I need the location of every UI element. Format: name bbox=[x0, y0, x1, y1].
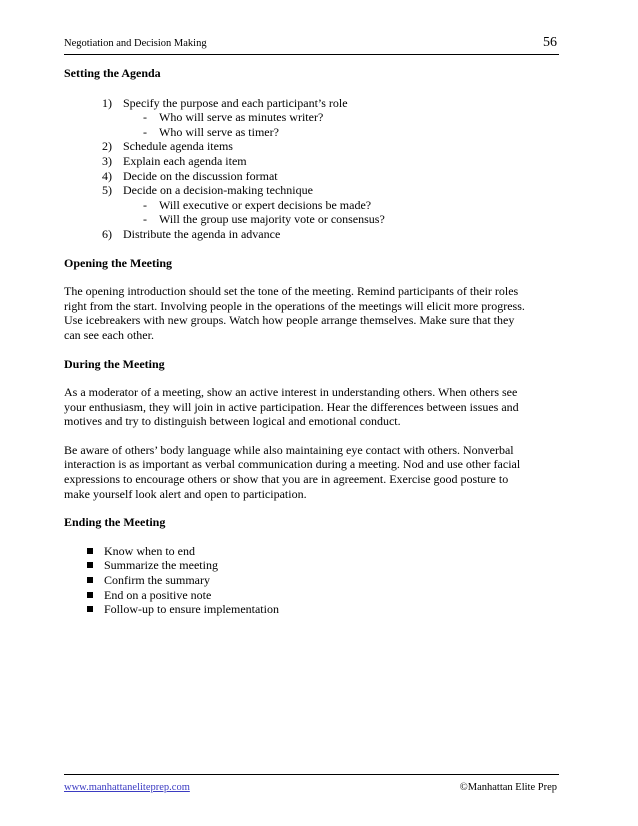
during-paragraph-1 bbox=[64, 385, 564, 429]
agenda-subitem-text: Will executive or expert decisions be made? bbox=[159, 197, 372, 212]
square-bullet-icon bbox=[87, 606, 93, 612]
agenda-item bbox=[64, 183, 564, 227]
agenda-item-text: Schedule agenda items bbox=[123, 139, 233, 154]
square-bullet-icon bbox=[87, 592, 93, 598]
text-line: right from the start. Involving people in the operations of the meetings will elicit more progress. bbox=[64, 298, 525, 313]
agenda-item bbox=[64, 154, 564, 169]
dash-marker: - bbox=[143, 124, 147, 139]
section-heading-ending: Ending the Meeting bbox=[64, 515, 166, 530]
text-line: expressions to encourage others or show that you are in agreement. Exercise good posture to bbox=[64, 472, 509, 487]
agenda-item-text: Distribute the agenda in advance bbox=[123, 226, 281, 241]
agenda-item bbox=[64, 169, 564, 184]
agenda-item-number: 4) bbox=[102, 168, 112, 183]
agenda-subitem-text: Who will serve as minutes writer? bbox=[159, 110, 324, 125]
page-number: 56 bbox=[543, 35, 557, 50]
ending-item bbox=[64, 602, 564, 617]
agenda-list bbox=[64, 96, 564, 242]
ending-item bbox=[64, 573, 564, 588]
page-footer bbox=[64, 774, 559, 793]
ending-item-text: Confirm the summary bbox=[104, 573, 210, 588]
agenda-item-number: 2) bbox=[102, 139, 112, 154]
agenda-subitem bbox=[64, 110, 564, 125]
agenda-subitem bbox=[64, 125, 564, 140]
ending-item bbox=[64, 544, 564, 559]
text-line: As a moderator of a meeting, show an active interest in understanding others. When others see bbox=[64, 385, 518, 400]
footer-website-link[interactable]: www.manhattaneliteprep.com bbox=[64, 782, 190, 793]
square-bullet-icon bbox=[87, 577, 93, 583]
agenda-subitem bbox=[64, 198, 564, 213]
opening-paragraph bbox=[64, 284, 564, 342]
dash-marker: - bbox=[143, 212, 147, 227]
text-line: your enthusiasm, they will join in active participation. Hear the differences between issues and bbox=[64, 399, 519, 414]
header-title: Negotiation and Decision Making bbox=[64, 38, 207, 49]
agenda-item-text: Explain each agenda item bbox=[123, 153, 247, 168]
section-heading-during: During the Meeting bbox=[64, 356, 165, 371]
agenda-item-number: 6) bbox=[102, 226, 112, 241]
agenda-subitem bbox=[64, 212, 564, 227]
agenda-item-number: 1) bbox=[102, 95, 112, 110]
ending-item-text: Summarize the meeting bbox=[104, 558, 218, 573]
agenda-item bbox=[64, 96, 564, 140]
text-line: interaction is as important as verbal communication during a meeting. Nod and use other facial bbox=[64, 457, 521, 472]
agenda-subitem-text: Will the group use majority vote or consensus? bbox=[159, 212, 385, 227]
agenda-item-text: Decide on the discussion format bbox=[123, 168, 278, 183]
text-line: make yourself look alert and open to participation. bbox=[64, 486, 307, 501]
text-line: The opening introduction should set the tone of the meeting. Remind participants of their roles bbox=[64, 284, 519, 299]
agenda-item-number: 5) bbox=[102, 183, 112, 198]
text-line: Be aware of others’ body language while also maintaining eye contact with others. Nonverbal bbox=[64, 442, 514, 457]
agenda-item bbox=[64, 139, 564, 154]
section-heading-opening: Opening the Meeting bbox=[64, 255, 172, 270]
agenda-item-text: Specify the purpose and each participant’s role bbox=[123, 95, 348, 110]
agenda-subitem-text: Who will serve as timer? bbox=[159, 124, 279, 139]
square-bullet-icon bbox=[87, 562, 93, 568]
section-heading-agenda: Setting the Agenda bbox=[64, 66, 161, 80]
page-content bbox=[64, 66, 564, 617]
text-line: Use icebreakers with new groups. Watch how people arrange themselves. Make sure that they bbox=[64, 313, 515, 328]
agenda-item-number: 3) bbox=[102, 153, 112, 168]
agenda-sublist bbox=[123, 198, 564, 227]
square-bullet-icon bbox=[87, 548, 93, 554]
agenda-item-text: Decide on a decision-making technique bbox=[123, 183, 313, 198]
ending-item-text: End on a positive note bbox=[104, 587, 212, 602]
page-header bbox=[64, 35, 559, 55]
dash-marker: - bbox=[143, 197, 147, 212]
agenda-item bbox=[64, 227, 564, 242]
ending-item-text: Follow-up to ensure implementation bbox=[104, 602, 279, 617]
ending-item-text: Know when to end bbox=[104, 543, 195, 558]
dash-marker: - bbox=[143, 110, 147, 125]
text-line: can see each other. bbox=[64, 327, 154, 342]
ending-item bbox=[64, 558, 564, 573]
ending-item bbox=[64, 588, 564, 603]
text-line: motives and try to distinguish between logical and emotional conduct. bbox=[64, 414, 401, 429]
footer-copyright: ©Manhattan Elite Prep bbox=[459, 782, 557, 793]
during-paragraph-2 bbox=[64, 443, 564, 501]
ending-list bbox=[64, 544, 564, 617]
agenda-sublist bbox=[123, 110, 564, 139]
